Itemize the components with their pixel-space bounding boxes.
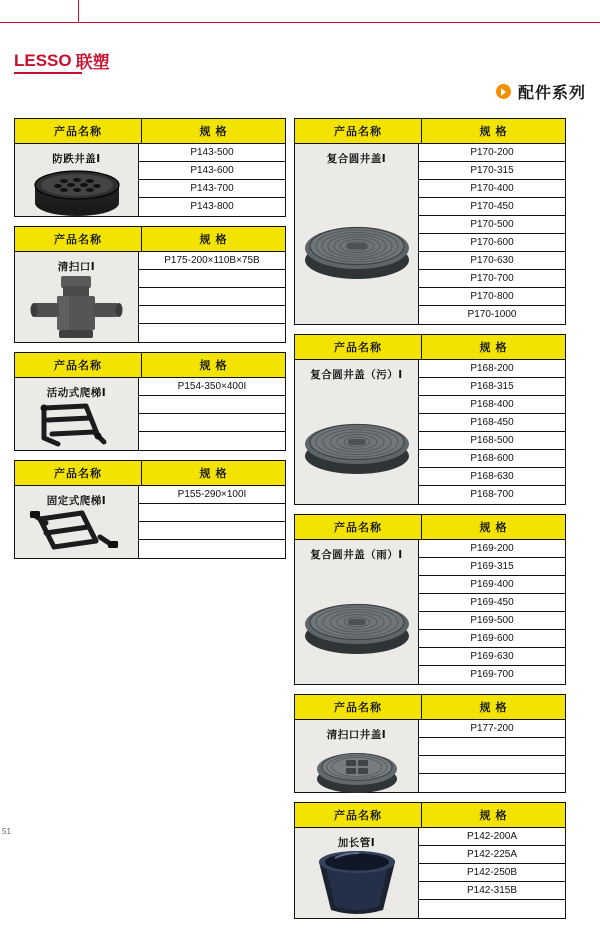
- product-block: [294, 514, 566, 685]
- product-row: [294, 720, 566, 793]
- brand-name-latin: LESSO: [14, 50, 72, 70]
- spec-cell: [419, 900, 565, 918]
- spec-cell: P168-200: [419, 360, 565, 378]
- spec-cell: [139, 288, 285, 306]
- spec-cell: P169-500: [419, 612, 565, 630]
- product-block: [294, 694, 566, 793]
- product-row: [294, 828, 566, 919]
- spec-cell: P168-500: [419, 432, 565, 450]
- product-table-header: [14, 460, 286, 486]
- product-row: [294, 144, 566, 325]
- right-column: [294, 118, 566, 928]
- product-name-label: 加长管Ⅰ: [337, 837, 376, 849]
- product-name-label: 复合圆井盖（污）Ⅰ: [310, 369, 403, 381]
- product-row: [14, 144, 286, 217]
- product-table-header: [294, 694, 566, 720]
- spec-cell: [139, 504, 285, 522]
- product-block: [14, 226, 286, 343]
- column-header-name: 产品名称: [295, 803, 422, 828]
- spec-cell: P169-200: [419, 540, 565, 558]
- fixed-ladder-art: [15, 510, 138, 554]
- page-number: 51: [2, 827, 11, 836]
- spec-cell: P170-315: [419, 162, 565, 180]
- spec-list: [419, 828, 565, 918]
- spec-cell: P170-630: [419, 252, 565, 270]
- product-name-cell: [15, 378, 139, 450]
- brand-logo: [14, 48, 110, 73]
- spec-cell: P169-400: [419, 576, 565, 594]
- column-header-spec: 规 格: [142, 119, 286, 144]
- product-name-label: 清扫口井盖Ⅰ: [326, 729, 387, 741]
- product-table-header: [14, 226, 286, 252]
- spec-cell: P142-315B: [419, 882, 565, 900]
- spec-cell: [419, 774, 565, 792]
- section-title-label: 配件系列: [517, 85, 586, 102]
- spec-cell: P170-450: [419, 198, 565, 216]
- product-block: [294, 802, 566, 919]
- column-header-name: 产品名称: [15, 353, 142, 378]
- column-header-spec: 规 格: [422, 119, 566, 144]
- spec-cell: P143-800: [190, 201, 234, 212]
- product-table-header: [14, 118, 286, 144]
- cleanout-fitting-art: [15, 276, 138, 338]
- product-row: [294, 360, 566, 505]
- anti-fall-manhole-cover-art: [15, 168, 138, 212]
- spec-cell: P170-1000: [467, 309, 517, 320]
- product-table-header: [294, 334, 566, 360]
- spec-cell: P169-700: [470, 669, 514, 680]
- spec-cell: [139, 414, 285, 432]
- spec-cell: P169-600: [419, 630, 565, 648]
- spec-cell: P168-315: [419, 378, 565, 396]
- product-block: [14, 118, 286, 217]
- product-table-header: [294, 802, 566, 828]
- composite-round-cover-sewage-art: [295, 384, 418, 500]
- column-header-name: 产品名称: [295, 119, 422, 144]
- spec-cell: P154-350×400I: [139, 378, 285, 396]
- spec-cell: [139, 396, 285, 414]
- extension-pipe-art: [295, 852, 418, 914]
- play-circle-icon: [496, 84, 511, 99]
- column-header-name: 产品名称: [295, 695, 422, 720]
- spec-list: [419, 720, 565, 792]
- product-name-cell: [15, 252, 139, 342]
- spec-cell: P170-700: [419, 270, 565, 288]
- spec-list: [139, 378, 285, 450]
- spec-cell: P175-200×110B×75B: [139, 252, 285, 270]
- spec-cell: P170-200: [419, 144, 565, 162]
- product-block: [14, 352, 286, 451]
- product-name-cell: [295, 540, 419, 684]
- product-name-label: 固定式爬梯Ⅰ: [46, 495, 107, 507]
- left-column: [14, 118, 286, 568]
- column-header-spec: 规 格: [422, 515, 566, 540]
- spec-cell: P168-630: [419, 468, 565, 486]
- spec-cell: P143-600: [139, 162, 285, 180]
- spec-list: [419, 540, 565, 684]
- section-title: [496, 80, 586, 103]
- product-row: [14, 252, 286, 343]
- product-row: [14, 378, 286, 451]
- product-table-header: [294, 514, 566, 540]
- spec-list: [139, 486, 285, 558]
- product-block: [294, 118, 566, 325]
- composite-round-cover-art: [295, 168, 418, 320]
- column-header-name: 产品名称: [15, 227, 142, 252]
- product-name-cell: [15, 144, 139, 216]
- spec-cell: [139, 270, 285, 288]
- column-header-spec: 规 格: [422, 695, 566, 720]
- spec-cell: P168-400: [419, 396, 565, 414]
- product-name-label: 清扫口Ⅰ: [57, 261, 96, 273]
- spec-cell: P170-400: [419, 180, 565, 198]
- spec-cell: P169-315: [419, 558, 565, 576]
- spec-cell: P169-630: [419, 648, 565, 666]
- spec-cell: P170-500: [419, 216, 565, 234]
- spec-cell: P170-800: [419, 288, 565, 306]
- spec-cell: [139, 540, 285, 558]
- spec-cell: P168-600: [419, 450, 565, 468]
- brand-name-chinese: 联塑: [75, 53, 110, 72]
- spec-cell: [139, 306, 285, 324]
- spec-cell: [419, 738, 565, 756]
- product-table-header: [14, 352, 286, 378]
- product-name-cell: [295, 360, 419, 504]
- product-table-header: [294, 118, 566, 144]
- column-header-name: 产品名称: [295, 515, 422, 540]
- spec-cell: [139, 522, 285, 540]
- column-header-spec: 规 格: [422, 803, 566, 828]
- product-name-cell: [295, 144, 419, 324]
- product-name-label: 防跌井盖Ⅰ: [52, 153, 101, 165]
- product-block: [294, 334, 566, 505]
- product-name-cell: [15, 486, 139, 558]
- column-header-spec: 规 格: [142, 227, 286, 252]
- product-row: [294, 540, 566, 685]
- product-name-label: 复合圆井盖（雨）Ⅰ: [310, 549, 403, 561]
- spec-cell: P168-700: [470, 489, 514, 500]
- spec-cell: [419, 756, 565, 774]
- top-rule-decoration: [0, 0, 600, 23]
- spec-cell: P177-200: [419, 720, 565, 738]
- spec-list: [139, 252, 285, 342]
- product-block: [14, 460, 286, 559]
- spec-list: [419, 144, 565, 324]
- product-row: [14, 486, 286, 559]
- product-name-label: 复合圆井盖Ⅰ: [326, 153, 387, 165]
- spec-cell: P143-500: [139, 144, 285, 162]
- column-header-spec: 规 格: [422, 335, 566, 360]
- spec-cell: P142-200A: [419, 828, 565, 846]
- brand-underline: [14, 72, 82, 74]
- cleanout-cover-art: [295, 744, 418, 788]
- column-header-spec: 规 格: [142, 353, 286, 378]
- spec-cell: P142-250B: [419, 864, 565, 882]
- column-header-name: 产品名称: [295, 335, 422, 360]
- composite-round-cover-rain-art: [295, 564, 418, 680]
- spec-cell: [139, 324, 285, 342]
- spec-cell: P169-450: [419, 594, 565, 612]
- column-header-name: 产品名称: [15, 461, 142, 486]
- spec-cell: P170-600: [419, 234, 565, 252]
- spec-cell: P142-225A: [419, 846, 565, 864]
- spec-cell: P143-700: [139, 180, 285, 198]
- product-name-cell: [295, 720, 419, 792]
- spec-list: [419, 360, 565, 504]
- spec-cell: [139, 432, 285, 450]
- column-header-name: 产品名称: [15, 119, 142, 144]
- product-name-label: 活动式爬梯Ⅰ: [46, 387, 107, 399]
- movable-ladder-art: [15, 402, 138, 446]
- spec-cell: P155-290×100I: [139, 486, 285, 504]
- spec-cell: P168-450: [419, 414, 565, 432]
- column-header-spec: 规 格: [142, 461, 286, 486]
- spec-list: [139, 144, 285, 216]
- product-name-cell: [295, 828, 419, 918]
